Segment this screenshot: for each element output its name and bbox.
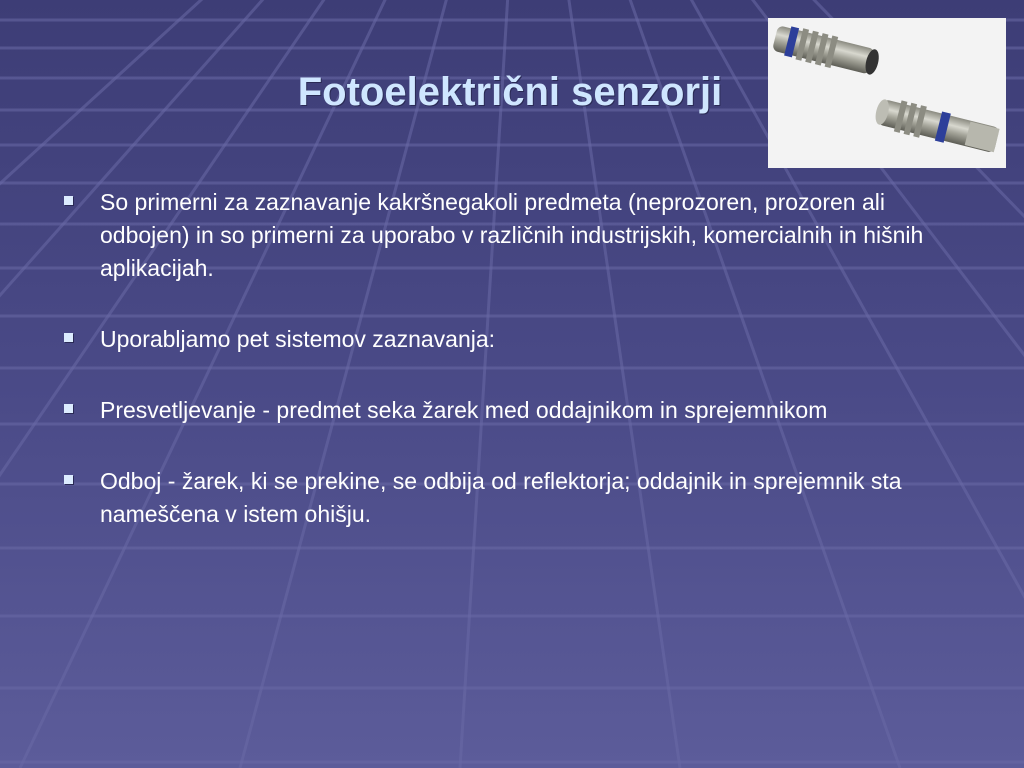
photoelectric-sensors-photo (768, 18, 1006, 168)
square-bullet-icon (64, 475, 73, 484)
square-bullet-icon (64, 196, 73, 205)
bullet-item (64, 465, 964, 531)
square-bullet-icon (64, 404, 73, 413)
bullet-text: Presvetljevanje - predmet seka žarek med oddajnikom in sprejemnikom (100, 397, 828, 423)
square-bullet-icon (64, 333, 73, 342)
bullet-item (64, 394, 964, 427)
bullet-list (64, 186, 964, 569)
bullet-text: Odboj - žarek, ki se prekine, se odbija od reflektorja; oddajnik in sprejemnik sta nameščena v istem ohišju. (100, 468, 902, 527)
bullet-text: Uporabljamo pet sistemov zaznavanja: (100, 326, 496, 352)
bullet-item (64, 186, 964, 285)
bullet-text: So primerni za zaznavanje kakršnegakoli predmeta (neprozoren, prozoren ali odbojen) in so primerni za uporabo v različnih industrijskih, komercialnih in hišnih aplikacijah. (100, 189, 924, 281)
bullet-item (64, 323, 964, 356)
slide-title: Fotoelektrični senzorji (297, 70, 723, 114)
